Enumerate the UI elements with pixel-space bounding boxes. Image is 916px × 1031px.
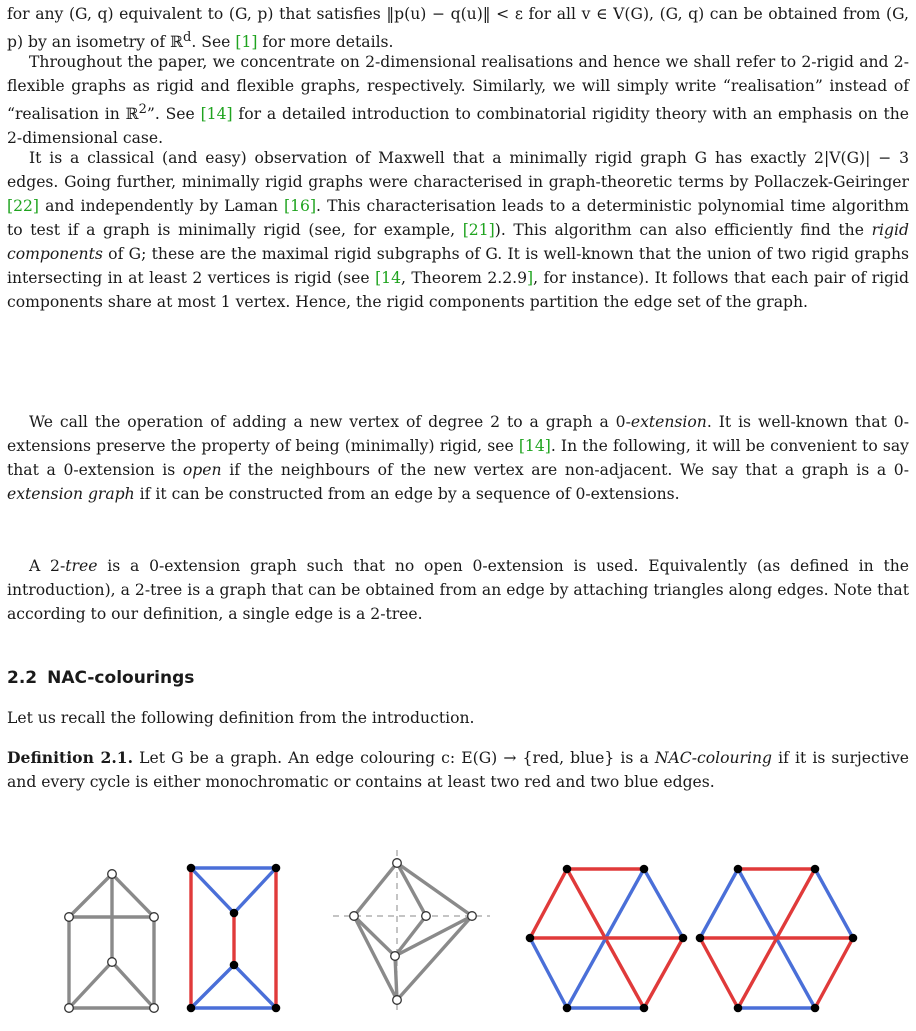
paragraph-rigidity-definition: for any (G, q) equivalent to (G, p) that satisfies ‖p(u) − q(u)‖ < ε for all v ∈ V(G), (G, q) can be obtained from (G, p) by an isometry of ℝ$^d$. See [1] for more details. [7, 5, 909, 52]
citation-link[interactable]: [22] [7, 197, 40, 215]
definition-nac-colouring: Definition 2.1. Let G be a graph. An edge colouring c: E(G) → {red, blue} is a NAC-colouring if it is surjective and every cycle is either monochromatic or contains at least two red and two blue edges. [7, 748, 910, 791]
citation-link[interactable]: [16] [284, 197, 317, 215]
section-heading: 2.2 NAC-colourings [7, 668, 195, 688]
citation-link[interactable]: [14 [375, 269, 401, 287]
paragraph-2d-realisations: Throughout the paper, we concentrate on 2-dimensional realisations and hence we shall refer to 2-rigid and 2-flexible graphs as rigid and flexible graphs, respectively. Similarly, we will simply write “realisation” instead of “realisation in ℝ$^2$”. See [14] for a detailed introduction to combinatorial rigidity theory with an emphasis on the 2-dimensional case. [7, 53, 909, 148]
prism-graph-grey [65, 870, 159, 1013]
prism-graph-nac-coloured [187, 864, 281, 1013]
hexagon-nac-colouring-2 [696, 865, 858, 1013]
figure-graphs [0, 840, 916, 1031]
paragraph-0-extension: We call the operation of adding a new vertex of degree 2 to a graph a 0-extension. It is well-known that 0-extensions preserve the property of being (minimally) rigid, see [14]. In the following, it will be convenient to say that a 0-extension is open if the neighbours of the new vertex are non-adjacent. We say that a graph is a 0-extension graph if it can be constructed from an edge by a sequence of 0-extensions. [7, 413, 909, 503]
citation-link[interactable]: ] [527, 269, 534, 287]
citation-link[interactable]: [1] [235, 33, 258, 52]
paragraph-recall: Let us recall the following definition from the introduction. [7, 709, 475, 727]
citation-link[interactable]: [21] [462, 221, 495, 239]
paragraph-2-tree: A 2-tree is a 0-extension graph such that no open 0-extension is used. Equivalently (as defined in the introduction), a 2-tree is a graph that can be obtained from an edge by attaching triangles along edges. Note that according to our definition, a single edge is a 2-tree. [7, 557, 909, 623]
citation-link[interactable]: [14] [200, 105, 233, 124]
hexagon-nac-colouring-1 [526, 865, 688, 1013]
paragraph-maxwell-laman: It is a classical (and easy) observation of Maxwell that a minimally rigid graph G has exactly 2|V(G)| − 3 edges. Going further, minimally rigid graphs were characterised in graph-theoretic terms by Pollaczek-Geiringer [22] and independently by Laman [16]. This characterisation leads to a deterministic polynomial time algorithm to test if a graph is minimally rigid (see, for example, [21]). This algorithm can also efficiently find the rigid components of G; these are the maximal rigid subgraphs of G. It is well-known that the union of two rigid graphs intersecting in at least 2 vertices is rigid (see [14, Theorem 2.2.9], for instance). It follows that each pair of rigid components share at most 1 vertex. Hence, the rigid components partition the edge set of the graph. [7, 149, 910, 311]
grey-realisation-with-dashed-axes [333, 850, 490, 1010]
citation-link[interactable]: [14] [518, 437, 551, 455]
